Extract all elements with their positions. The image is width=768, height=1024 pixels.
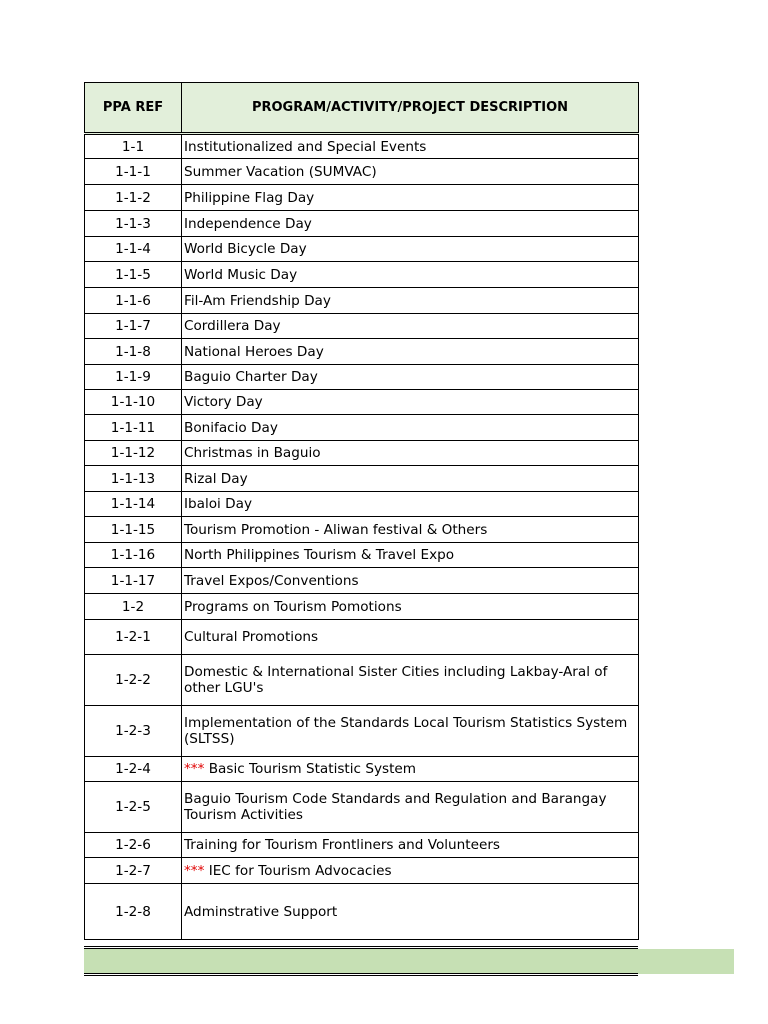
description-cell[interactable] xyxy=(182,884,639,940)
ppa-ref-cell[interactable]: 1-2-6 xyxy=(85,833,182,858)
description-cell[interactable] xyxy=(182,568,639,594)
ppa-ref-cell[interactable]: 1-1-1 xyxy=(85,159,182,185)
ppa-table xyxy=(84,82,639,940)
table-row xyxy=(85,134,639,159)
description-cell[interactable] xyxy=(182,314,639,339)
description-text: World Music Day xyxy=(184,266,298,283)
description-cell[interactable] xyxy=(182,159,639,185)
description-cell[interactable] xyxy=(182,655,639,706)
description-text: Institutionalized and Special Events xyxy=(184,138,427,155)
header-row xyxy=(85,83,639,134)
ppa-ref-cell[interactable]: 1-1-13 xyxy=(85,466,182,492)
description-text: Tourism Promotion - Aliwan festival & Others xyxy=(184,521,488,538)
ppa-ref-cell[interactable]: 1-1-12 xyxy=(85,441,182,466)
table-row xyxy=(85,441,639,466)
description-text: Summer Vacation (SUMVAC) xyxy=(184,163,377,180)
header-description: PROGRAM/ACTIVITY/PROJECT DESCRIPTION xyxy=(182,83,639,134)
table-row xyxy=(85,339,639,365)
ppa-ref-cell[interactable]: 1-1-14 xyxy=(85,492,182,517)
ppa-ref-cell[interactable]: 1-1-4 xyxy=(85,237,182,262)
description-text: Christmas in Baguio xyxy=(184,445,321,461)
description-cell[interactable] xyxy=(182,365,639,390)
description-cell[interactable] xyxy=(182,620,639,655)
table-row xyxy=(85,858,639,884)
ppa-ref-cell[interactable]: 1-2-7 xyxy=(85,858,182,884)
table-row xyxy=(85,159,639,185)
description-cell[interactable] xyxy=(182,415,639,441)
description-cell[interactable] xyxy=(182,237,639,262)
ppa-ref-cell[interactable]: 1-1-8 xyxy=(85,339,182,365)
ppa-ref-cell[interactable]: 1-1-16 xyxy=(85,543,182,568)
table-row xyxy=(85,262,639,288)
ppa-ref-cell[interactable]: 1-2-1 xyxy=(85,620,182,655)
table-row xyxy=(85,884,639,940)
ppa-ref-cell[interactable]: 1-1-5 xyxy=(85,262,182,288)
ppa-ref-cell[interactable]: 1-1-17 xyxy=(85,568,182,594)
table-row xyxy=(85,706,639,757)
ppa-ref-cell[interactable]: 1-2-8 xyxy=(85,884,182,940)
description-cell[interactable] xyxy=(182,390,639,415)
ppa-ref-cell[interactable]: 1-2 xyxy=(85,594,182,620)
description-text: Fil-Am Friendship Day xyxy=(184,292,331,309)
description-cell[interactable] xyxy=(182,288,639,314)
header-ppa-ref: PPA REF xyxy=(85,83,182,134)
table-row xyxy=(85,757,639,782)
footer-total-row xyxy=(84,946,638,976)
description-text: Cordillera Day xyxy=(184,318,281,334)
description-cell[interactable] xyxy=(182,492,639,517)
table-row xyxy=(85,655,639,706)
description-text: Rizal Day xyxy=(184,470,248,487)
description-text: Adminstrative Support xyxy=(184,903,338,920)
description-cell[interactable] xyxy=(182,594,639,620)
table-row xyxy=(85,314,639,339)
description-cell[interactable] xyxy=(182,517,639,543)
description-cell[interactable] xyxy=(182,782,639,833)
table-row xyxy=(85,517,639,543)
ppa-ref-cell[interactable]: 1-1-3 xyxy=(85,211,182,237)
priority-marker: *** xyxy=(184,862,205,879)
description-text: Victory Day xyxy=(184,394,263,410)
description-cell[interactable] xyxy=(182,543,639,568)
description-cell[interactable] xyxy=(182,466,639,492)
table-row xyxy=(85,185,639,211)
table-row xyxy=(85,466,639,492)
table-row xyxy=(85,237,639,262)
description-cell[interactable] xyxy=(182,706,639,757)
description-text: Programs on Tourism Pomotions xyxy=(184,598,402,615)
table-row xyxy=(85,833,639,858)
description-text: Ibaloi Day xyxy=(184,496,253,512)
description-cell[interactable] xyxy=(182,757,639,782)
table-row xyxy=(85,782,639,833)
description-cell[interactable] xyxy=(182,339,639,365)
ppa-ref-cell[interactable]: 1-1-10 xyxy=(85,390,182,415)
description-text: National Heroes Day xyxy=(184,343,324,360)
ppa-ref-cell[interactable]: 1-2-5 xyxy=(85,782,182,833)
table-row xyxy=(85,211,639,237)
table-row xyxy=(85,390,639,415)
description-text: Basic Tourism Statistic System xyxy=(204,761,417,777)
table-row xyxy=(85,594,639,620)
description-text: Bonifacio Day xyxy=(184,419,278,436)
description-text: Implementation of the Standards Local Tourism Statistics System (SLTSS) xyxy=(184,715,628,747)
ppa-ref-cell[interactable]: 1-1-15 xyxy=(85,517,182,543)
ppa-ref-cell[interactable]: 1-2-4 xyxy=(85,757,182,782)
priority-marker: *** xyxy=(184,761,205,777)
description-cell[interactable] xyxy=(182,262,639,288)
description-cell[interactable] xyxy=(182,441,639,466)
description-text: Philippine Flag Day xyxy=(184,189,315,206)
description-text: Travel Expos/Conventions xyxy=(184,572,359,589)
ppa-ref-cell[interactable]: 1-1-6 xyxy=(85,288,182,314)
ppa-ref-cell[interactable]: 1-1-7 xyxy=(85,314,182,339)
table-row xyxy=(85,415,639,441)
table-row xyxy=(85,568,639,594)
description-text: Domestic & International Sister Cities including Lakbay-Aral of other LGU's xyxy=(184,664,608,696)
table-row xyxy=(85,543,639,568)
ppa-ref-cell[interactable]: 1-2-3 xyxy=(85,706,182,757)
ppa-ref-cell[interactable]: 1-1-2 xyxy=(85,185,182,211)
table-row xyxy=(85,620,639,655)
ppa-ref-cell[interactable]: 1-1 xyxy=(85,134,182,159)
description-cell[interactable] xyxy=(182,134,639,159)
description-text: Training for Tourism Frontliners and Volunteers xyxy=(184,837,501,853)
description-cell[interactable] xyxy=(182,211,639,237)
ppa-ref-cell[interactable]: 1-1-11 xyxy=(85,415,182,441)
description-text: World Bicycle Day xyxy=(184,241,307,257)
description-text: Independence Day xyxy=(184,215,312,232)
description-text: North Philippines Tourism & Travel Expo xyxy=(184,547,455,563)
description-cell[interactable] xyxy=(182,185,639,211)
description-text: Baguio Charter Day xyxy=(184,369,318,385)
ppa-ref-cell[interactable]: 1-1-9 xyxy=(85,365,182,390)
description-text: IEC for Tourism Advocacies xyxy=(204,862,392,879)
table-row xyxy=(85,365,639,390)
description-text: Cultural Promotions xyxy=(184,629,319,645)
table-row xyxy=(85,492,639,517)
description-cell[interactable] xyxy=(182,858,639,884)
table-row xyxy=(85,288,639,314)
description-text: Baguio Tourism Code Standards and Regulation and Barangay Tourism Activities xyxy=(184,791,607,823)
ppa-ref-cell[interactable]: 1-2-2 xyxy=(85,655,182,706)
description-cell[interactable] xyxy=(182,833,639,858)
